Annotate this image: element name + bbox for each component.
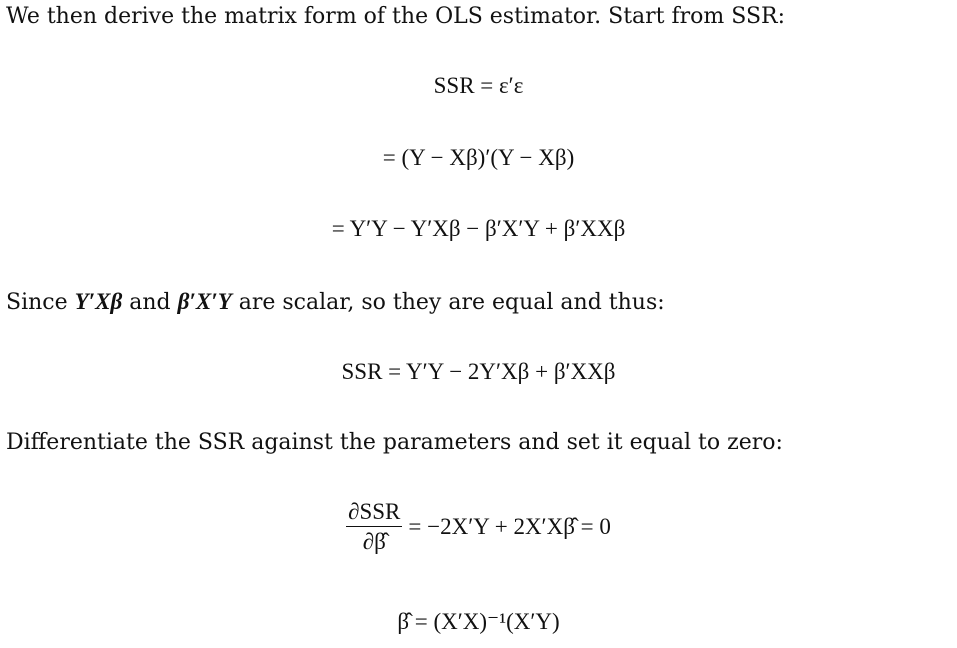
intro-paragraph: We then derive the matrix form of the OLS estimator. Start from SSR: — [6, 4, 785, 29]
equation-ssr-expansion: = (Y − Xβ)′(Y − Xβ) — [382, 145, 575, 170]
scalar-text-and: and — [129, 290, 171, 315]
equation-ssr-expanded-terms: = Y′Y − Y′Xβ − β′X′Y + β′XXβ — [331, 216, 626, 241]
scalar-term-yxb: Y′Xβ — [74, 289, 123, 314]
scalar-text-rest: are scalar, so they are equal and thus: — [238, 290, 665, 315]
derivative-denominator: ∂β̂ — [362, 529, 386, 554]
differentiate-paragraph: Differentiate the SSR against the parameters and set it equal to zero: — [6, 430, 783, 455]
equation-ssr-definition: SSR = ε′ε — [433, 73, 524, 98]
scalar-term-bxy: β′X′Y — [177, 289, 232, 314]
scalar-paragraph — [6, 290, 665, 314]
scalar-text-since: Since — [6, 290, 68, 315]
equation-ssr-simplified: SSR = Y′Y − 2Y′Xβ + β′XXβ — [341, 359, 616, 384]
derivative-numerator: ∂SSR — [346, 500, 402, 527]
equation-first-order-condition — [0, 500, 957, 553]
derivative-fraction — [346, 500, 402, 553]
equation-ols-estimator: β̂ = (X′X)⁻¹(X′Y) — [397, 609, 560, 634]
derivative-rhs: = −2X′Y + 2X′Xβ̂ = 0 — [408, 514, 611, 539]
